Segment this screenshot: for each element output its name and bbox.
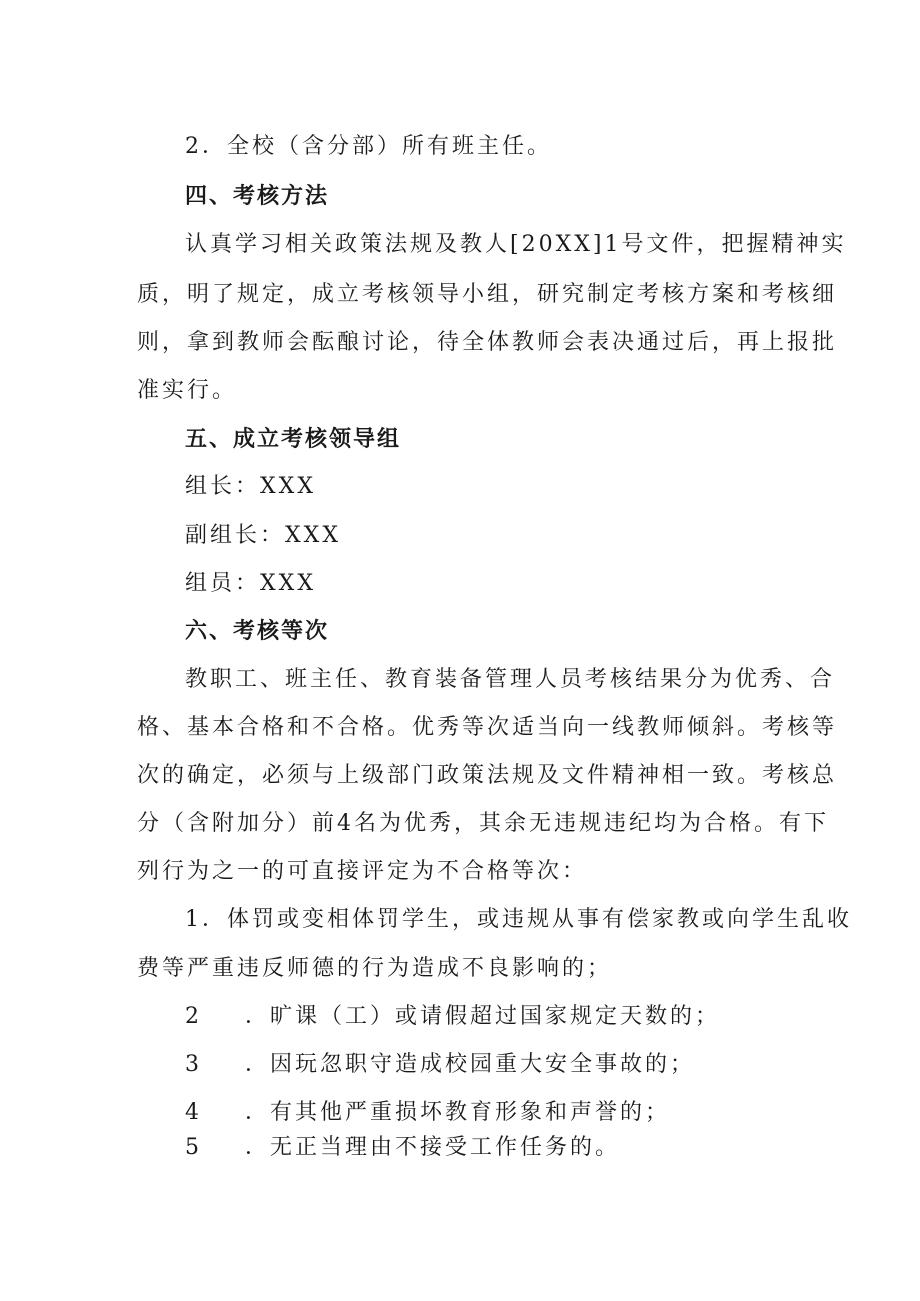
paragraph-line: 认真学习相关政策法规及教人[20XX]1号文件，把握精神实 [185, 232, 847, 257]
paragraph-line: 准实行。 [137, 378, 238, 403]
list-text: ．旷课（工）或请假超过国家规定天数的； [245, 1004, 721, 1029]
list-text: ．因玩忽职守造成校园重大安全事故的； [245, 1052, 696, 1077]
list-item-4 [185, 1098, 670, 1128]
group-member: 组员：XXX [185, 571, 316, 596]
paragraph-line: 列行为之一的可直接评定为不合格等次： [137, 859, 588, 884]
paragraph-line: 质，明了规定，成立考核领导小组，研究制定考核方案和考核细 [137, 282, 838, 307]
list-number: 2 [185, 1004, 202, 1029]
list-number: 4 [185, 1100, 202, 1125]
paragraph-line: 分（含附加分）前4名为优秀，其余无违规违纪均为合格。有下 [137, 811, 829, 836]
list-item-1-continued: 费等严重违反师德的行为造成不良影响的； [137, 956, 613, 981]
list-item-2 [185, 1002, 720, 1032]
paragraph-line: 次的确定，必须与上级部门政策法规及文件精神相一致。考核总 [137, 763, 838, 788]
list-item-all-head-teachers: 2．全校（含分部）所有班主任。 [185, 134, 552, 159]
group-leader: 组长：XXX [185, 474, 316, 499]
group-vice-leader: 副组长：XXX [185, 523, 341, 548]
list-text: ．有其他严重损坏教育形象和声誉的； [245, 1100, 671, 1125]
paragraph-line: 则，拿到教师会酝酿讨论，待全体教师会表决通过后，再上报批 [137, 330, 838, 355]
list-number: 5 [185, 1135, 202, 1160]
list-text: ．无正当理由不接受工作任务的。 [245, 1135, 621, 1160]
list-item-5 [185, 1133, 620, 1163]
paragraph-line: 教职工、班主任、教育装备管理人员考核结果分为优秀、合 [185, 667, 836, 692]
section-heading-leadership-group: 五、成立考核领导组 [185, 427, 402, 452]
list-item-3 [185, 1050, 695, 1080]
section-heading-assessment-method: 四、考核方法 [185, 184, 330, 209]
list-item-1: 1．体罚或变相体罚学生，或违规从事有偿家教或向学生乱收 [185, 907, 852, 932]
list-number: 3 [185, 1052, 202, 1077]
paragraph-line: 格、基本合格和不合格。优秀等次适当向一线教师倾斜。考核等 [137, 715, 838, 740]
section-heading-assessment-grades: 六、考核等次 [185, 619, 330, 644]
